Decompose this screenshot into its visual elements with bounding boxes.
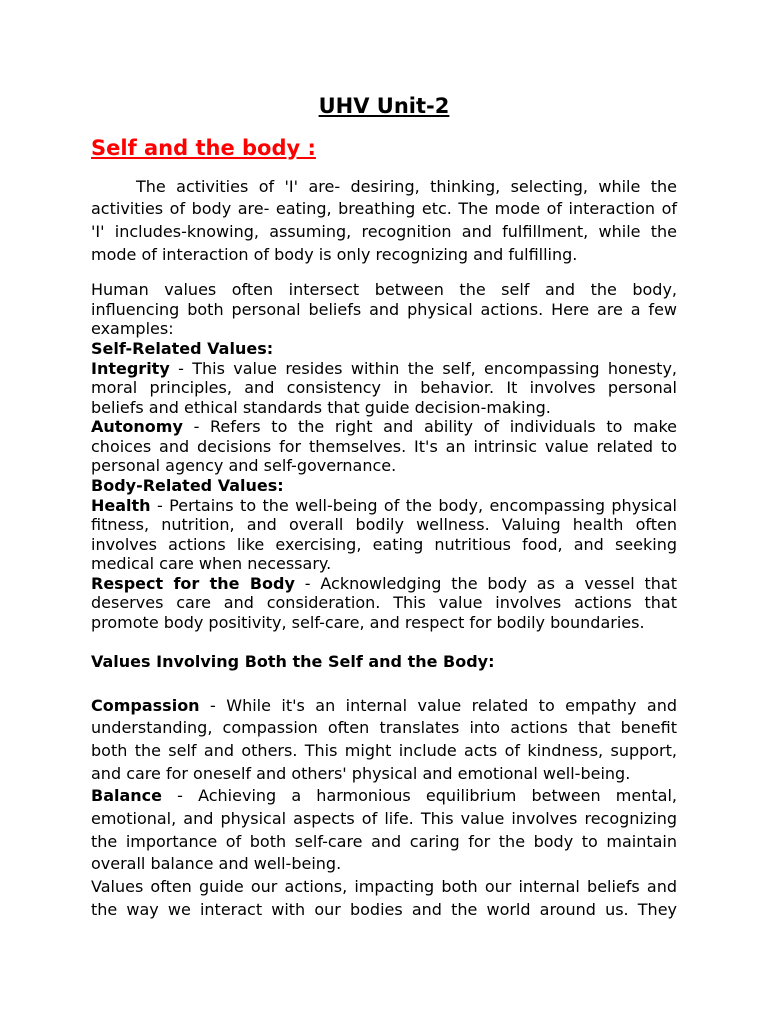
definition-text: - Refers to the right and ability of individuals to make	[193, 417, 678, 437]
text-line: mode of interaction of body is only recognizing and fulfilling.	[91, 244, 578, 264]
text-line	[91, 359, 677, 379]
text-line: Human values often intersect between the self and the body,	[91, 280, 677, 300]
combined-values-section	[91, 695, 677, 922]
text-line	[91, 417, 677, 437]
text-line: 'I' includes-knowing, assuming, recognition and fulfillment, while the	[91, 222, 677, 241]
text-line: choices and decisions for themselves. It's an intrinsic value related to	[91, 436, 677, 456]
document-title-text: UHV Unit-2	[318, 94, 450, 118]
text-line	[91, 695, 677, 718]
text-line: both the self and others. This might include acts of kindness, support,	[91, 741, 677, 760]
term-label: Balance	[91, 786, 162, 806]
term-label: Autonomy	[91, 417, 183, 437]
blank-line	[91, 633, 677, 653]
body-related-heading: Body-Related Values:	[91, 475, 284, 495]
both-values-heading: Values Involving Both the Self and the Body:	[91, 652, 495, 672]
text-line: the importance of both self-care and caring for the body to maintain	[91, 831, 677, 851]
text-line: involves actions like exercising, eating nutritious food, and seeking	[91, 534, 677, 554]
text-line: activities of body are- eating, breathing etc. The mode of interaction of	[91, 199, 677, 219]
text-line: the way we interact with our bodies and the world around us. They	[91, 899, 677, 919]
term-label: Health	[91, 495, 151, 515]
text-line: promote body positivity, self-care, and respect for bodily boundaries.	[91, 613, 645, 633]
text-line: and care for oneself and others' physical and emotional well-being.	[91, 763, 631, 783]
text-line	[91, 574, 677, 594]
balance-definition	[91, 785, 677, 876]
overview-paragraph	[91, 280, 677, 339]
intro-paragraph	[91, 176, 677, 267]
definition-text: - While it's an internal value related to empathy and	[210, 695, 678, 715]
text-line: The activities of 'I' are- desiring, thinking, selecting, while the	[136, 176, 677, 196]
text-line: fitness, nutrition, and overall bodily wellness. Valuing health often	[91, 515, 677, 535]
text-line	[91, 496, 677, 516]
text-line: beliefs and ethical standards that guide decision-making.	[91, 397, 551, 417]
section-heading	[91, 135, 677, 161]
health-definition	[91, 496, 677, 574]
text-line: examples:	[91, 319, 174, 339]
text-line: Values often guide our actions, impacting both our internal beliefs and	[91, 877, 677, 897]
integrity-definition	[91, 359, 677, 418]
definition-text: - This value resides within the self, encompassing honesty,	[178, 358, 677, 378]
document-title	[91, 93, 677, 119]
autonomy-definition	[91, 417, 677, 476]
respect-definition	[91, 574, 677, 633]
text-line: medical care when necessary.	[91, 554, 332, 574]
values-section	[91, 280, 677, 672]
closing-paragraph	[91, 876, 677, 921]
definition-text: - Pertains to the well-being of the body, encompassing physical	[156, 495, 677, 515]
term-label: Respect for the Body	[91, 573, 295, 593]
definition-text: - Achieving a harmonious equilibrium between mental,	[177, 786, 677, 806]
text-line: moral principles, and consistency in behavior. It involves personal	[91, 378, 677, 398]
text-line: deserves care and consideration. This value involves actions that	[91, 593, 677, 613]
term-label: Compassion	[91, 695, 200, 715]
self-related-heading: Self-Related Values:	[91, 338, 274, 358]
definition-text: - Acknowledging the body as a vessel that	[304, 573, 677, 593]
text-line: emotional, and physical aspects of life. This value involves recognizing	[91, 809, 677, 829]
text-line: overall balance and well-being.	[91, 854, 342, 874]
compassion-definition	[91, 695, 677, 786]
text-line: personal agency and self-governance.	[91, 456, 397, 476]
text-line: influencing both personal beliefs and physical actions. Here are a few	[91, 299, 677, 319]
section-heading-text: Self and the body :	[91, 136, 316, 160]
text-line	[91, 785, 677, 808]
term-label: Integrity	[91, 358, 170, 378]
text-line: understanding, compassion often translates into actions that benefit	[91, 718, 677, 738]
